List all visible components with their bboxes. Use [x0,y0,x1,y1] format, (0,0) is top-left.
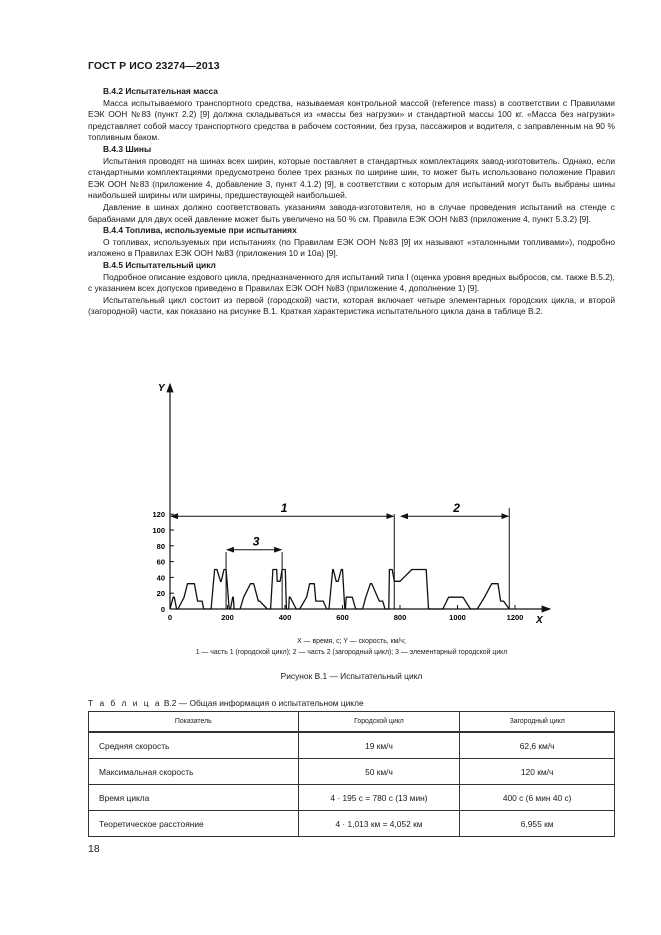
table-title [88,698,364,708]
table-header-cell: Показатель [89,712,299,733]
paragraph: Подробное описание ездового цикла, предназначенного для испытаний типа I (оценка уровня вредных выбросов, см. также B.5.2), с указанием всех допусков приведено в Правилах ЕЭК ООН №83 (приложение 4, дополнение 1) [9]. [88,271,615,294]
document-body [88,86,615,318]
y-axis-label: Y [158,383,165,394]
table-row [89,811,615,837]
table-cell: Средняя скорость [89,732,299,759]
table-cell: 4 · 1,013 км = 4,052 км [298,811,460,837]
table-title-prefix: Т а б л и ц а [88,698,162,708]
table-cell: 62,6 км/ч [460,732,615,759]
x-axis-label: X [536,615,543,626]
y-tick-label: 80 [156,541,165,551]
y-tick-label: 0 [160,605,165,614]
table-cell: Максимальная скорость [89,759,299,785]
legend-parts: 1 — часть 1 (городской цикл); 2 — часть 2 (загородный цикл); 3 — элементарный городской цикл [195,649,508,656]
table-cell: 4 · 195 с = 780 с (13 мин) [298,785,460,811]
annotation-label-1: 1 [280,501,288,516]
section-heading: B.4.4 Топлива, используемые при испытаниях [103,225,297,236]
paragraph: Испытания проводят на шинах всех ширин, которые поставляет в стандартных комплектациях завод-изготовитель. Однако, если стандартными комплектациями предусмотрено более трех разных по ширине шин, то может быть использовано положение Правил ЕЭК ООН №83 (приложение 4, добавление 3, пункт 4.1.2) [9], в соответствии с которым для испытаний могут быть выбраны шины наибольшей ширины или ширины, предшествующей наибольшей. [88,155,615,201]
paragraph: Масса испытываемого транспортного средства, называемая контрольной массой (reference mass) в соответствии с Правилами ЕЭК ООН №83 (пункт 2.2) [9] должна складываться из «массы без нагрузки» и стандартной массы 100 кг. «Масса без нагрузки» представляет собой массу транспортного средства в рабочем состоянии, без груза, пассажиров и водителя, с заправленным на 90 % топливным баком. [88,97,615,143]
table-row [89,759,615,785]
y-tick-label: 20 [156,589,165,599]
y-tick-label: 120 [152,510,165,520]
annotation-label-3: 3 [252,534,260,549]
table-cell: 400 с (6 мин 40 с) [460,785,615,811]
x-tick-label: 1000 [449,613,466,622]
figure-legend [88,636,615,658]
table-cell: Теоретическое расстояние [89,811,299,837]
table-cell: Время цикла [89,785,299,811]
annotation-label-2: 2 [453,501,460,516]
section-heading: B.4.3 Шины [103,143,152,154]
legend-axes: X — время, с; Y — скорость, км/ч; [297,638,406,645]
y-tick-label: 60 [156,557,165,567]
table-row [89,732,615,759]
table-cell: 19 км/ч [298,732,460,759]
x-tick-label: 400 [278,613,292,622]
table-cell: 6,955 км [460,811,615,837]
table-cell: 50 км/ч [298,759,460,785]
x-tick-label: 0 [167,613,173,622]
table-cell: 120 км/ч [460,759,615,785]
document-header: ГОСТ Р ИСО 23274—2013 [88,60,220,72]
paragraph: О топливах, используемых при испытаниях (по Правилам ЕЭК ООН №83 [9] их называют «эталонными топливами»), подробно изложено в Правилах ЕЭК ООН №83 (приложения 10 и 10а) [9]. [88,236,615,259]
cycle-info-table [88,711,615,837]
x-tick-label: 1200 [506,613,524,622]
y-tick-label: 40 [156,573,165,583]
section-heading: B.4.2 Испытательная масса [103,86,218,96]
x-tick-label: 800 [393,613,407,622]
table-title-text: B.2 — Общая информация о испытательном цикле [161,698,364,708]
table-header-cell: Городской цикл [298,712,460,733]
speed-trace [170,570,509,610]
table-row [89,785,615,811]
table-header-row [89,712,615,733]
test-cycle-chart [138,378,558,628]
paragraph: Испытательный цикл состоит из первой (городской) части, которая включает четыре элементарных городских цикла, и второй (загородной) части, как показано на рисунке B.1. Краткая характеристика испытательного цикла дана в таблице B.2. [88,294,615,317]
x-tick-label: 200 [221,613,234,622]
table-header-cell: Загородный цикл [460,712,615,733]
page-number: 18 [88,843,100,855]
figure-caption: Рисунок B.1 — Испытательный цикл [280,671,423,681]
paragraph: Давление в шинах должно соответствовать указаниям завода-изготовителя, но в случае проведения испытаний на стенде с барабанами для двух осей давление может быть увеличено на 50 % см. Правила ЕЭК ООН №83 (приложение 4, пункт 5.3.2) [9]. [88,201,615,224]
y-tick-label: 100 [152,526,165,535]
section-heading: B.4.5 Испытательный цикл [103,259,216,270]
x-tick-label: 600 [336,613,349,622]
